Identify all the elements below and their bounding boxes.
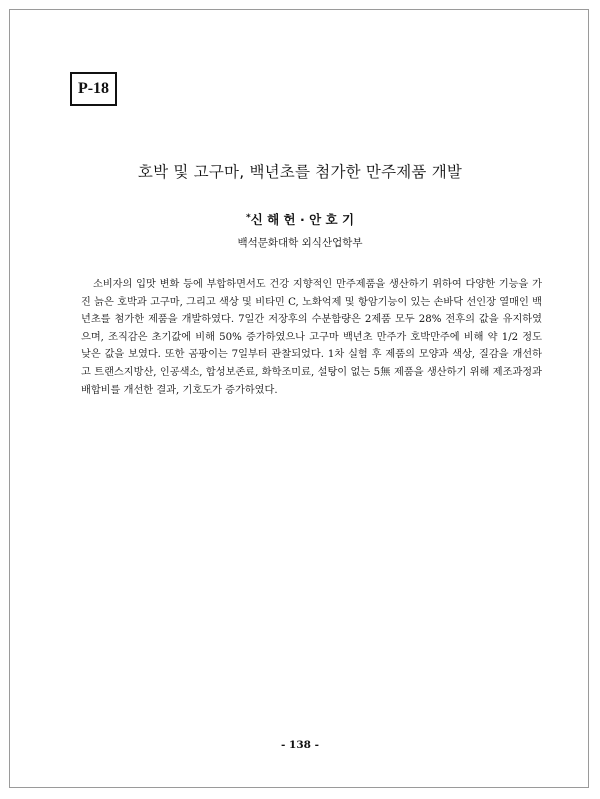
author-names: 신 해 헌 · 안 호 기 [250,212,355,227]
page-number: - 138 - [281,739,319,751]
paper-title: 호박 및 고구마, 백년초를 첨가한 만주제품 개발 [137,163,463,181]
author-line [0,210,600,228]
corresponding-author-mark: * [245,213,251,223]
affiliation: 백석문화대학 외식산업학부 [237,237,363,249]
poster-id-box: P-18 [70,72,117,106]
abstract-body: 소비자의 입맛 변화 등에 부합하면서도 건강 지향적인 만주제품을 생산하기 위하여 다양한 기능을 가진 늙은 호박과 고구마, 그리고 색상 및 비타민 C, 노화억제 및 항암기능이 있는 손바닥 선인장 열매인 백년초를 첨가한 제품을 개발하였다. 7일간 저장후의 수분함량은 2제품 모두 28% 전후의 값을 유지하였으며, 조직감은 초기값에 비해 50% 증가하였으나 고구마 백년초 만주가 호박만주에 비해 약 1/2 정도 낮은 값을 보였다. 또한 곰팡이는 7일부터 관찰되었다. 1차 실험 후 제품의 모양과 색상, 질감을 개선하고 트랜스지방산, 인공색소, 합성보존료, 화학조미료, 설탕이 없는 5無 제품을 생산하기 위해 제조과정과 배합비를 개선한 결과, 기호도가 증가하였다. [81,279,542,396]
